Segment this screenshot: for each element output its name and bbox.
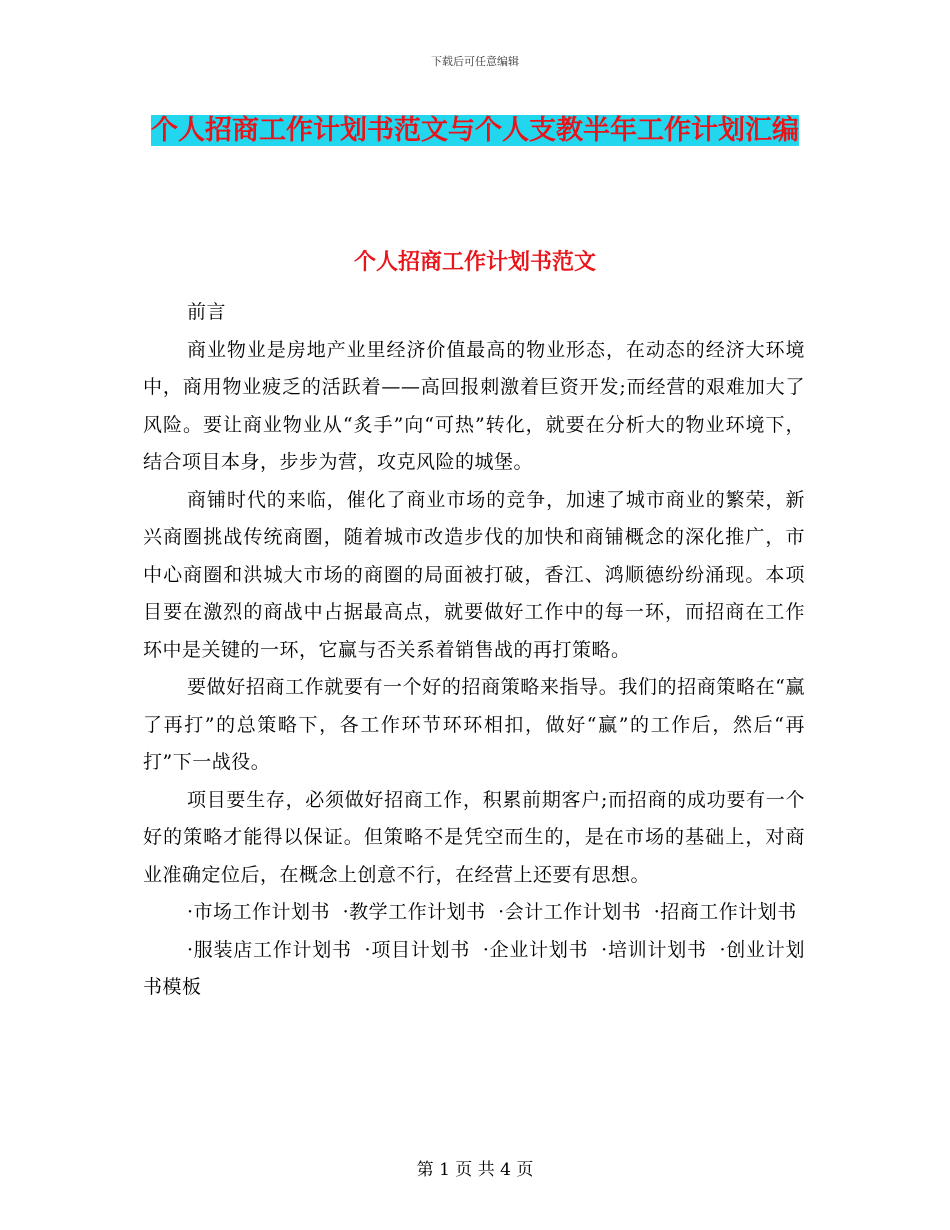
document-title-text: 个人招商工作计划书范文与个人支教半年工作计划汇编: [151, 115, 799, 146]
paragraph: 项目要生存，必须做好招商工作，积累前期客户;而招商的成功要有一个好的策略才能得以保证。但策略不是凭空而生的，是在市场的基础上，对商业准确定位后，在概念上创意不行，在经营上还要有思想。: [143, 788, 805, 886]
header-note: 下载后可任意编辑: [431, 55, 519, 68]
paragraph-preface: 前言: [187, 301, 227, 323]
page-footer: 第 1 页 共 4 页: [416, 1160, 534, 1180]
related-links-row[interactable]: ·服装店工作计划书 ·项目计划书 ·企业计划书 ·培训计划书 ·创业计划书模板: [143, 938, 805, 998]
related-links-row[interactable]: ·市场工作计划书 ·教学工作计划书 ·会计工作计划书 ·招商工作计划书: [187, 901, 797, 923]
section-title: 个人招商工作计划书范文: [353, 250, 596, 275]
paragraph: 商铺时代的来临，催化了商业市场的竞争，加速了城市商业的繁荣，新兴商圈挑战传统商圈，随着城市改造步伐的加快和商铺概念的深化推广，市中心商圈和洪城大市场的商圈的局面被打破，香江、鸿顺德纷纷涌现。本项目要在激烈的商战中占据最高点，就要做好工作中的每一环，而招商在工作环中是关键的一环，它赢与否关系着销售战的再打策略。: [143, 488, 805, 661]
document-body: [143, 294, 805, 1007]
paragraph: 要做好招商工作就要有一个好的招商策略来指导。我们的招商策略在“赢了再打”的总策略下，各工作环节环环相扣，做好“赢”的工作后，然后“再打”下一战役。: [143, 676, 805, 773]
paragraph: 商业物业是房地产业里经济价值最高的物业形态，在动态的经济大环境中，商用物业疲乏的活跃着——高回报刺激着巨资开发;而经营的艰难加大了风险。要让商业物业从“炙手”向“可热”转化，就要在分析大的物业环境下，结合项目本身，步步为营，攻克风险的城堡。: [143, 338, 805, 473]
document-title: [140, 108, 810, 154]
